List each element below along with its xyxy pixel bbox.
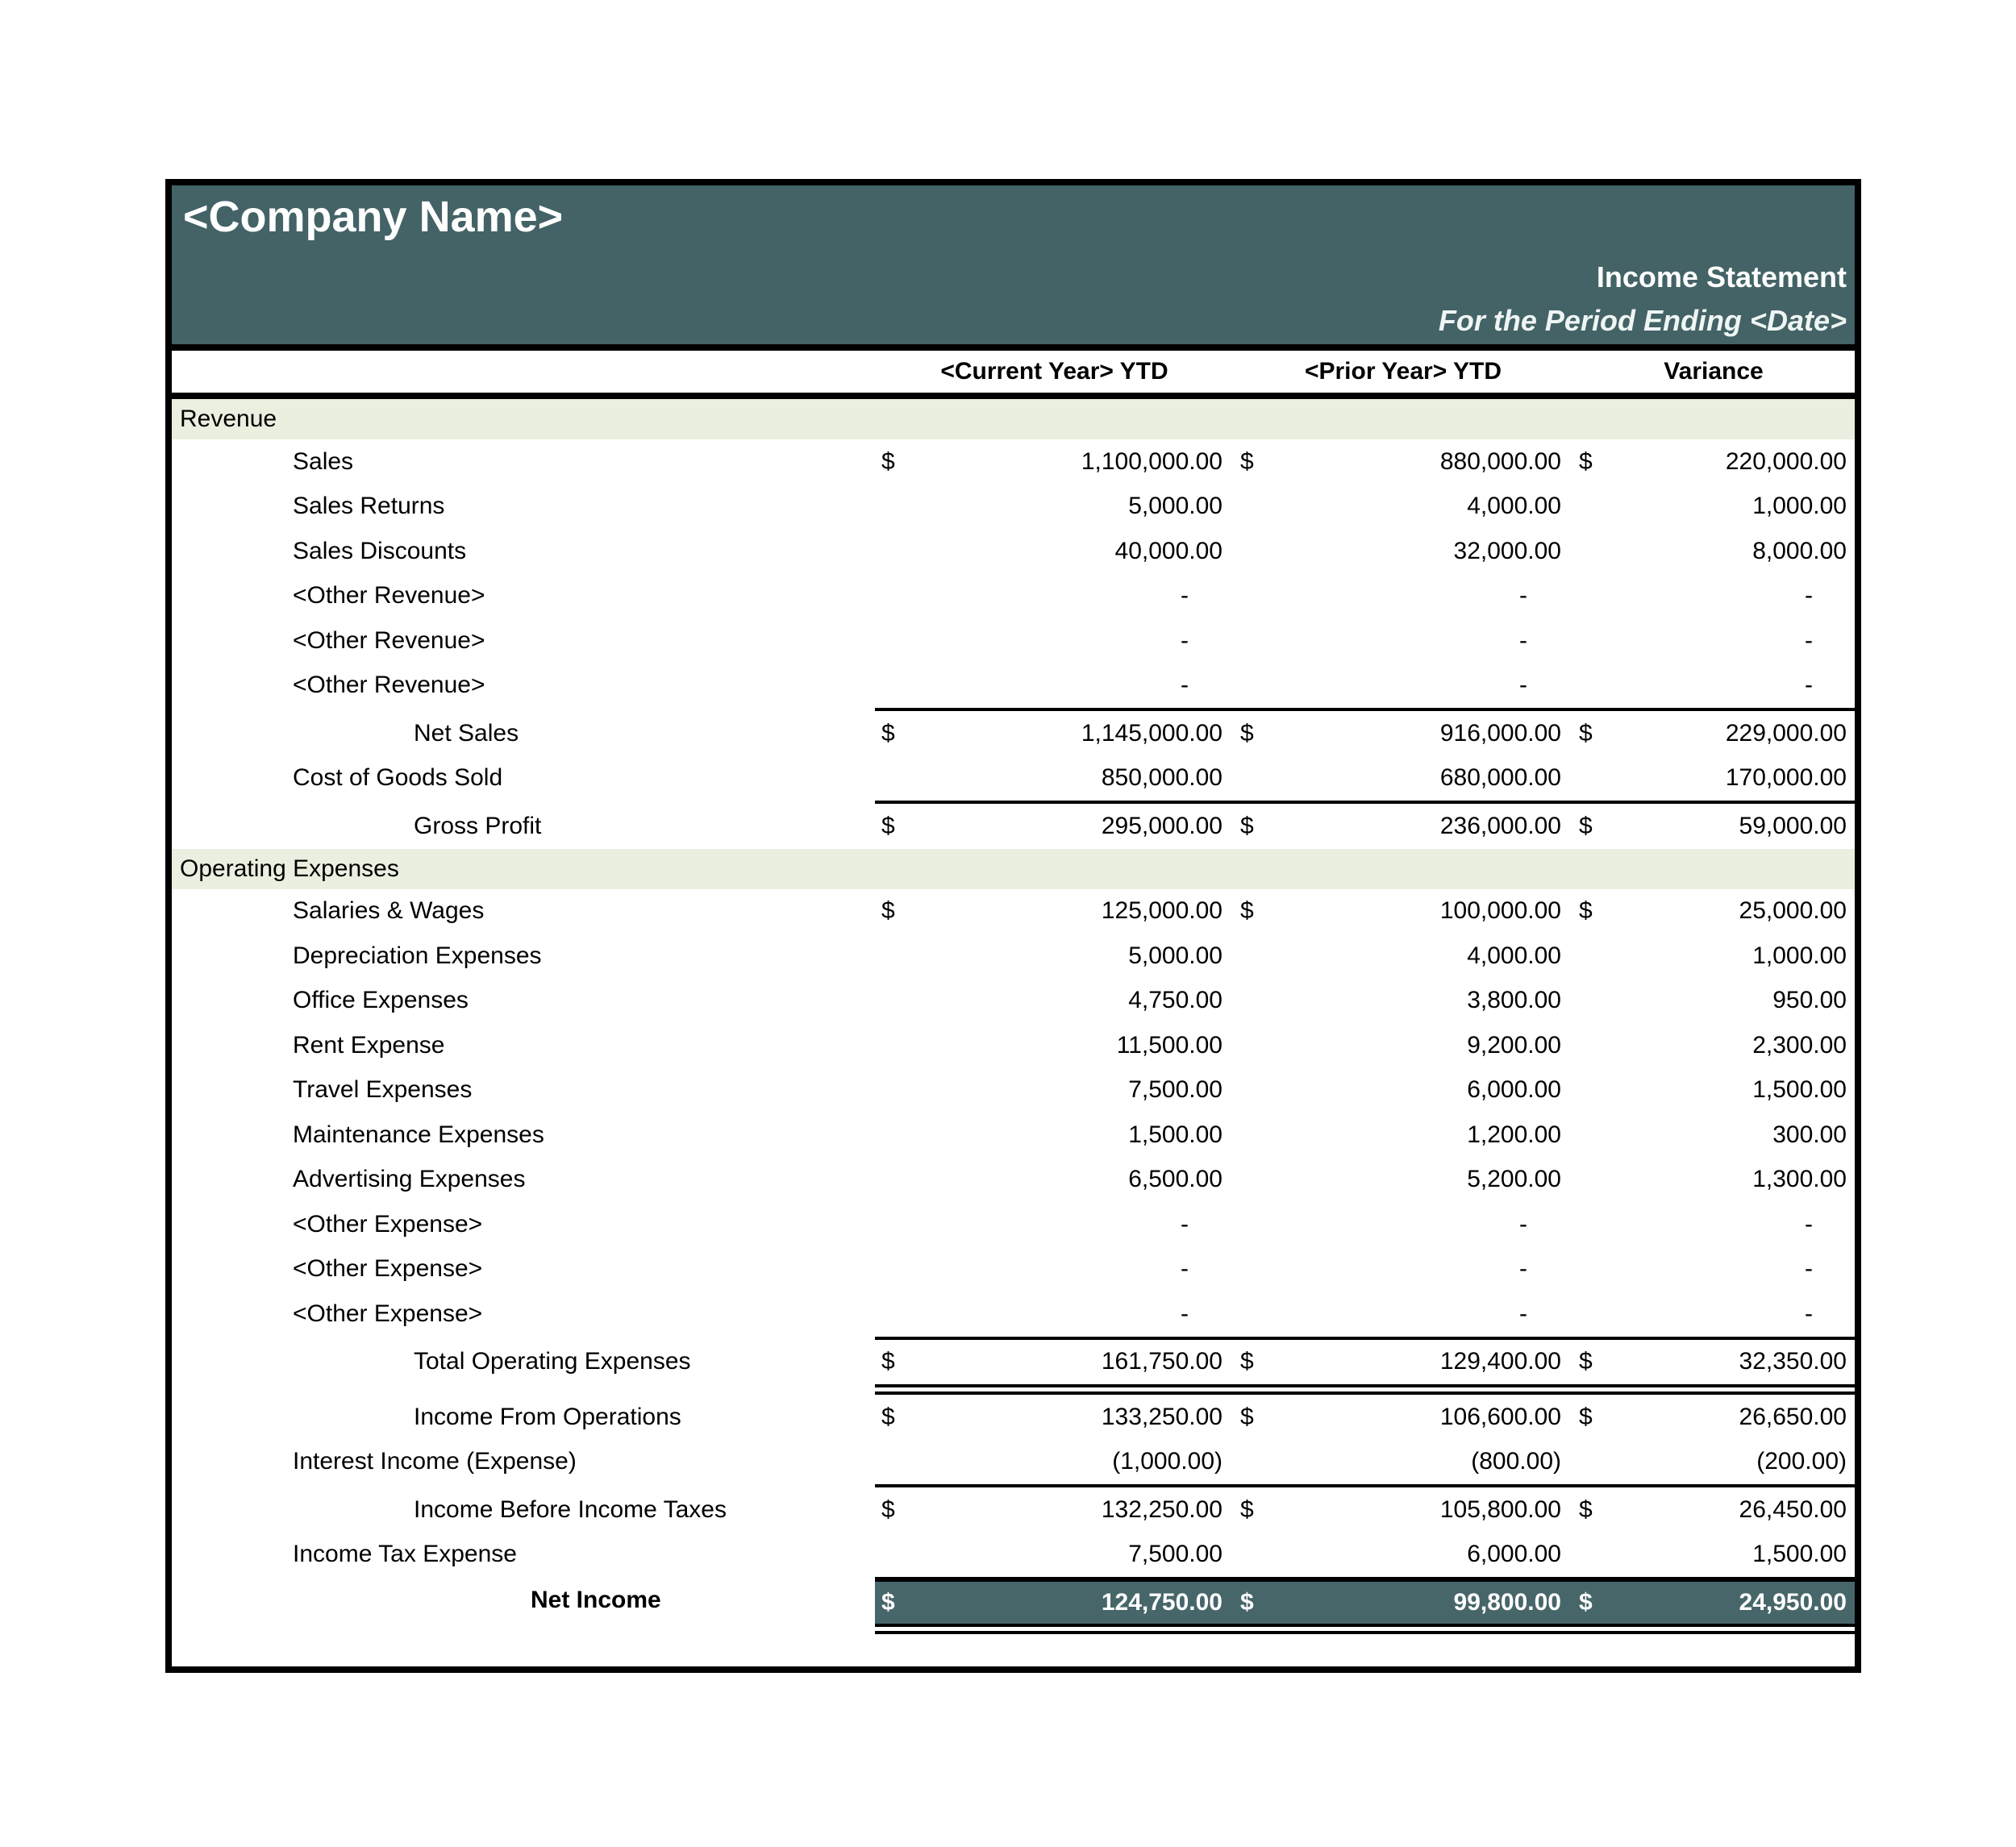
cell-value: 11,500.00 <box>1116 1031 1223 1059</box>
cell-value: 32,350.00 <box>1739 1348 1847 1375</box>
cell-value: 59,000.00 <box>1739 812 1847 839</box>
dollar-sign: $ <box>1240 1589 1254 1616</box>
row-values <box>875 529 1855 574</box>
row-values <box>875 1068 1855 1113</box>
row-values <box>875 618 1855 664</box>
row-label: Net Sales <box>414 719 519 747</box>
cell-variance <box>1572 439 1855 485</box>
row-label: Income From Operations <box>414 1403 681 1430</box>
column-header-prior-year: <Prior Year> YTD <box>1304 358 1502 385</box>
cell-prior-year <box>1234 1440 1572 1485</box>
row-other-revenue <box>172 664 1855 709</box>
cell-prior-year <box>1234 1247 1572 1292</box>
row-office-expenses <box>172 979 1855 1024</box>
cell-current-year <box>875 1582 1234 1624</box>
cell-value: - <box>1805 626 1813 654</box>
cell-prior-year <box>1234 664 1572 709</box>
cell-value: 99,800.00 <box>1453 1589 1561 1616</box>
cell-value: - <box>1519 672 1527 699</box>
row-income-tax-expense <box>172 1533 1855 1578</box>
cell-current-year <box>875 1247 1234 1292</box>
cell-value: 100,000.00 <box>1439 897 1561 925</box>
dollar-sign: $ <box>1579 897 1593 925</box>
cell-prior-year <box>1234 1023 1572 1068</box>
cell-variance <box>1572 664 1855 709</box>
dollar-sign: $ <box>1579 1495 1593 1523</box>
cell-value: 220,000.00 <box>1725 447 1847 475</box>
cell-variance <box>1572 1247 1855 1292</box>
cell-value: - <box>1805 1255 1813 1283</box>
cell-prior-year <box>1234 1068 1572 1113</box>
cell-value: 32,000.00 <box>1453 537 1561 564</box>
cell-value: 125,000.00 <box>1101 897 1223 925</box>
row-maintenance-expenses <box>172 1113 1855 1158</box>
dollar-sign: $ <box>881 812 895 839</box>
dollar-sign: $ <box>881 1495 895 1523</box>
cell-value: 1,000.00 <box>1752 942 1847 969</box>
double-subtotal-rule <box>875 1384 1855 1395</box>
cell-value: 26,650.00 <box>1739 1403 1847 1430</box>
cell-value: - <box>1181 1255 1189 1283</box>
row-values <box>875 1247 1855 1292</box>
dollar-sign: $ <box>1579 1589 1593 1616</box>
row-label: Interest Income (Expense) <box>293 1448 577 1475</box>
cell-value: - <box>1805 582 1813 609</box>
row-values <box>875 1340 1855 1385</box>
row-label: <Other Revenue> <box>293 672 485 699</box>
cell-prior-year <box>1234 934 1572 979</box>
cell-prior-year <box>1234 1582 1572 1624</box>
cell-value: 5,000.00 <box>1128 493 1223 520</box>
cell-value: 7,500.00 <box>1128 1541 1223 1568</box>
cell-current-year <box>875 889 1234 934</box>
cell-value: - <box>1805 1300 1813 1327</box>
dollar-sign: $ <box>881 1589 895 1616</box>
row-other-expense <box>172 1247 1855 1292</box>
cell-value: 300.00 <box>1772 1121 1847 1148</box>
cell-value: 5,200.00 <box>1467 1166 1561 1193</box>
cell-value: 7,500.00 <box>1128 1076 1223 1104</box>
cell-value: 1,145,000.00 <box>1081 719 1223 747</box>
row-values <box>875 1202 1855 1247</box>
cell-value: 6,500.00 <box>1128 1166 1223 1193</box>
row-salaries-wages <box>172 889 1855 934</box>
cell-value: 124,750.00 <box>1101 1589 1223 1616</box>
row-net-sales <box>172 711 1855 756</box>
cell-value: 236,000.00 <box>1439 812 1561 839</box>
cell-current-year <box>875 1023 1234 1068</box>
row-net-income <box>172 1577 1855 1624</box>
cell-prior-year <box>1234 1158 1572 1203</box>
cell-prior-year <box>1234 1202 1572 1247</box>
column-header-divider <box>172 393 1855 399</box>
company-name: <Company Name> <box>183 193 564 241</box>
row-values <box>875 574 1855 619</box>
cell-current-year <box>875 756 1234 801</box>
cell-current-year <box>875 1395 1234 1440</box>
cell-variance <box>1572 1533 1855 1578</box>
cell-value: 2,300.00 <box>1752 1031 1847 1059</box>
cell-current-year <box>875 979 1234 1024</box>
cell-value: - <box>1181 1210 1189 1238</box>
cell-value: 6,000.00 <box>1467 1541 1561 1568</box>
dollar-sign: $ <box>1240 1495 1254 1523</box>
row-cost-of-goods-sold <box>172 756 1855 801</box>
row-values <box>875 439 1855 485</box>
row-values <box>875 979 1855 1024</box>
cell-value: - <box>1181 672 1189 699</box>
cell-value: 25,000.00 <box>1739 897 1847 925</box>
row-values <box>875 711 1855 756</box>
cell-value: (1,000.00) <box>1112 1448 1223 1475</box>
column-headers <box>875 351 1855 393</box>
row-income-from-operations <box>172 1395 1855 1440</box>
cell-prior-year <box>1234 804 1572 849</box>
cell-current-year <box>875 574 1234 619</box>
dollar-sign: $ <box>881 719 895 747</box>
row-values <box>875 1113 1855 1158</box>
row-values <box>875 1395 1855 1440</box>
header-band <box>172 185 1855 344</box>
cell-value: 295,000.00 <box>1101 812 1223 839</box>
cell-variance <box>1572 756 1855 801</box>
row-values <box>875 1487 1855 1533</box>
cell-current-year <box>875 934 1234 979</box>
cell-value: 1,500.00 <box>1752 1076 1847 1104</box>
cell-value: 133,250.00 <box>1101 1403 1223 1430</box>
cell-value: 880,000.00 <box>1439 447 1561 475</box>
dollar-sign: $ <box>1240 812 1254 839</box>
cell-value: 161,750.00 <box>1101 1348 1223 1375</box>
cell-value: - <box>1805 1210 1813 1238</box>
dollar-sign: $ <box>1240 897 1254 925</box>
section-label: Operating Expenses <box>180 855 399 882</box>
cell-value: 24,950.00 <box>1739 1589 1847 1616</box>
cell-current-year <box>875 1440 1234 1485</box>
cell-value: 40,000.00 <box>1114 537 1223 564</box>
row-other-expense <box>172 1292 1855 1337</box>
row-values <box>875 1023 1855 1068</box>
cell-value: - <box>1805 672 1813 699</box>
cell-value: 132,250.00 <box>1101 1495 1223 1523</box>
cell-value: 1,300.00 <box>1752 1166 1847 1193</box>
cell-variance <box>1572 1023 1855 1068</box>
cell-value: 26,450.00 <box>1739 1495 1847 1523</box>
row-sales-returns <box>172 485 1855 530</box>
row-total-operating-expenses <box>172 1340 1855 1385</box>
dollar-sign: $ <box>1240 1348 1254 1375</box>
dollar-sign: $ <box>1240 719 1254 747</box>
column-header-row <box>172 351 1855 393</box>
column-header-variance: Variance <box>1664 358 1764 385</box>
cell-value: 950.00 <box>1772 987 1847 1014</box>
cell-value: 9,200.00 <box>1467 1031 1561 1059</box>
cell-value: 106,600.00 <box>1439 1403 1561 1430</box>
row-label: Total Operating Expenses <box>414 1348 691 1375</box>
cell-variance <box>1572 1440 1855 1485</box>
section-band-operating-expenses <box>172 849 1855 889</box>
cell-value: 4,000.00 <box>1467 493 1561 520</box>
cell-variance <box>1572 889 1855 934</box>
row-label: Rent Expense <box>293 1031 445 1059</box>
cell-value: 4,000.00 <box>1467 942 1561 969</box>
row-values <box>875 1533 1855 1578</box>
dollar-sign: $ <box>1579 812 1593 839</box>
cell-value: 1,000.00 <box>1752 493 1847 520</box>
row-label: <Other Revenue> <box>293 626 485 654</box>
row-label: Income Tax Expense <box>293 1541 517 1568</box>
cell-value: 6,000.00 <box>1467 1076 1561 1104</box>
cell-prior-year <box>1234 485 1572 530</box>
cell-variance <box>1572 618 1855 664</box>
row-label: <Other Expense> <box>293 1210 483 1238</box>
row-values <box>875 756 1855 801</box>
cell-variance <box>1572 574 1855 619</box>
cell-current-year <box>875 1202 1234 1247</box>
cell-prior-year <box>1234 756 1572 801</box>
cell-current-year <box>875 711 1234 756</box>
cell-value: 850,000.00 <box>1101 764 1223 792</box>
cell-value: 4,750.00 <box>1128 987 1223 1014</box>
dollar-sign: $ <box>1579 1403 1593 1430</box>
cell-value: - <box>1519 626 1527 654</box>
row-other-revenue <box>172 574 1855 619</box>
row-travel-expenses <box>172 1068 1855 1113</box>
cell-variance <box>1572 1395 1855 1440</box>
cell-variance <box>1572 485 1855 530</box>
dollar-sign: $ <box>881 897 895 925</box>
cell-variance <box>1572 979 1855 1024</box>
cell-current-year <box>875 1340 1234 1385</box>
cell-value: - <box>1519 1210 1527 1238</box>
section-band-revenue <box>172 399 1855 439</box>
cell-prior-year <box>1234 889 1572 934</box>
cell-variance <box>1572 1340 1855 1385</box>
cell-variance <box>1572 1068 1855 1113</box>
cell-value: 105,800.00 <box>1439 1495 1561 1523</box>
row-other-expense <box>172 1202 1855 1247</box>
cell-prior-year <box>1234 711 1572 756</box>
cell-prior-year <box>1234 1340 1572 1385</box>
row-values <box>875 1440 1855 1485</box>
statement-period: For the Period Ending <Date> <box>1438 304 1847 337</box>
row-label: Maintenance Expenses <box>293 1121 544 1148</box>
cell-current-year <box>875 618 1234 664</box>
cell-current-year <box>875 804 1234 849</box>
cell-current-year <box>875 1158 1234 1203</box>
dollar-sign: $ <box>881 1348 895 1375</box>
cell-variance <box>1572 1202 1855 1247</box>
row-values <box>875 1292 1855 1337</box>
cell-prior-year <box>1234 979 1572 1024</box>
row-label: Cost of Goods Sold <box>293 764 503 792</box>
header-title-block <box>1439 256 1847 343</box>
dollar-sign: $ <box>1240 1403 1254 1430</box>
cell-value: (200.00) <box>1756 1448 1847 1475</box>
cell-value: 3,800.00 <box>1467 987 1561 1014</box>
row-other-revenue <box>172 618 1855 664</box>
cell-value: 8,000.00 <box>1752 537 1847 564</box>
row-label: Advertising Expenses <box>293 1166 526 1193</box>
row-values <box>875 934 1855 979</box>
cell-current-year <box>875 439 1234 485</box>
row-income-before-income-taxes <box>172 1487 1855 1533</box>
cell-value: 129,400.00 <box>1439 1348 1561 1375</box>
row-label: Sales Returns <box>293 493 445 520</box>
cell-prior-year <box>1234 529 1572 574</box>
dollar-sign: $ <box>1579 1348 1593 1375</box>
cell-prior-year <box>1234 1533 1572 1578</box>
cell-current-year <box>875 529 1234 574</box>
row-label: Salaries & Wages <box>293 897 485 925</box>
dollar-sign: $ <box>881 1403 895 1430</box>
dollar-sign: $ <box>881 447 895 475</box>
cell-variance <box>1572 711 1855 756</box>
cell-value: (800.00) <box>1471 1448 1561 1475</box>
cell-prior-year <box>1234 574 1572 619</box>
cell-variance <box>1572 1582 1855 1624</box>
cell-prior-year <box>1234 1395 1572 1440</box>
row-label: Sales <box>293 447 354 475</box>
row-values <box>875 804 1855 849</box>
cell-current-year <box>875 485 1234 530</box>
cell-value: 5,000.00 <box>1128 942 1223 969</box>
row-depreciation-expenses <box>172 934 1855 979</box>
cell-value: 1,500.00 <box>1128 1121 1223 1148</box>
double-subtotal-rule <box>875 1624 1855 1634</box>
dollar-sign: $ <box>1240 447 1254 475</box>
cell-variance <box>1572 1113 1855 1158</box>
row-label: <Other Expense> <box>293 1255 483 1283</box>
section-label: Revenue <box>180 406 277 432</box>
cell-prior-year <box>1234 1487 1572 1533</box>
row-gross-profit <box>172 804 1855 849</box>
row-values <box>875 889 1855 934</box>
cell-value: - <box>1181 582 1189 609</box>
row-values <box>875 485 1855 530</box>
cell-current-year <box>875 1068 1234 1113</box>
cell-value: 680,000.00 <box>1439 764 1561 792</box>
cell-current-year <box>875 1533 1234 1578</box>
cell-value: 1,100,000.00 <box>1081 447 1223 475</box>
cell-value: - <box>1519 1255 1527 1283</box>
dollar-sign: $ <box>1579 719 1593 747</box>
cell-value: 1,200.00 <box>1467 1121 1561 1148</box>
cell-variance <box>1572 934 1855 979</box>
cell-value: - <box>1519 1300 1527 1327</box>
row-label: Travel Expenses <box>293 1076 473 1104</box>
cell-variance <box>1572 804 1855 849</box>
row-label: Sales Discounts <box>293 537 467 564</box>
row-label: Income Before Income Taxes <box>414 1495 727 1523</box>
statement-title: Income Statement <box>1596 260 1847 293</box>
column-header-current-year: <Current Year> YTD <box>940 358 1168 385</box>
row-values <box>875 1577 1855 1624</box>
cell-variance <box>1572 1292 1855 1337</box>
row-values <box>875 664 1855 709</box>
cell-prior-year <box>1234 439 1572 485</box>
statement-rows <box>172 399 1855 1634</box>
row-interest-income-expense <box>172 1440 1855 1485</box>
cell-value: 170,000.00 <box>1725 764 1847 792</box>
cell-value: 916,000.00 <box>1439 719 1561 747</box>
row-sales-discounts <box>172 529 1855 574</box>
row-label: Office Expenses <box>293 987 469 1014</box>
label-column-spacer <box>172 351 875 393</box>
cell-current-year <box>875 664 1234 709</box>
cell-value: - <box>1181 1300 1189 1327</box>
cell-value: - <box>1519 582 1527 609</box>
dollar-sign: $ <box>1579 447 1593 475</box>
income-statement-sheet <box>165 179 1861 1673</box>
row-label: Net Income <box>531 1587 661 1613</box>
row-label: Depreciation Expenses <box>293 942 542 969</box>
cell-prior-year <box>1234 1292 1572 1337</box>
row-label: <Other Revenue> <box>293 582 485 609</box>
cell-variance <box>1572 1158 1855 1203</box>
cell-prior-year <box>1234 618 1572 664</box>
row-label: Gross Profit <box>414 812 542 839</box>
row-sales <box>172 439 1855 485</box>
row-advertising-expenses <box>172 1158 1855 1203</box>
row-label: <Other Expense> <box>293 1300 483 1327</box>
cell-value: - <box>1181 626 1189 654</box>
row-rent-expense <box>172 1023 1855 1068</box>
row-values <box>875 1158 1855 1203</box>
header-divider <box>172 344 1855 351</box>
cell-current-year <box>875 1113 1234 1158</box>
cell-prior-year <box>1234 1113 1572 1158</box>
cell-variance <box>1572 1487 1855 1533</box>
cell-current-year <box>875 1487 1234 1533</box>
cell-value: 229,000.00 <box>1725 719 1847 747</box>
cell-current-year <box>875 1292 1234 1337</box>
cell-variance <box>1572 529 1855 574</box>
cell-value: 1,500.00 <box>1752 1541 1847 1568</box>
